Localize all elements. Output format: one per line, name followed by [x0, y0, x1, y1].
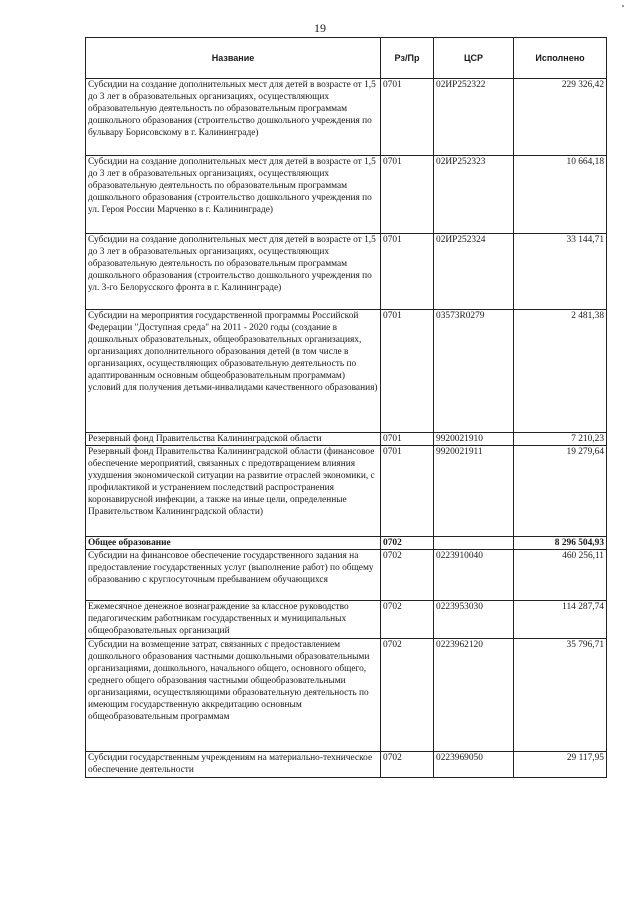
row-rzpr: 0701	[381, 79, 434, 156]
row-amount: 33 144,71	[514, 234, 607, 310]
header-executed: Исполнено	[514, 38, 607, 79]
row-rzpr: 0701	[381, 156, 434, 234]
row-rzpr: 0702	[381, 752, 434, 778]
table-row	[86, 79, 607, 156]
table-row	[86, 601, 607, 639]
row-csr: 0223910040	[434, 550, 514, 601]
page-number: 19	[314, 21, 326, 35]
row-rzpr: 0702	[381, 601, 434, 639]
table-row	[86, 446, 607, 537]
row-csr	[434, 537, 514, 550]
row-name: Субсидии на создание дополнительных мест для детей в возрасте от 1,5 до 3 лет в образовательных организациях, осуществляющих образовательную деятельность по образовательным программам дошкольного образования (строительство дошкольного учреждения по ул. 3-го Белорусского фронта в г. Калининграде)	[86, 234, 381, 310]
row-amount: 229 326,42	[514, 79, 607, 156]
row-amount: 7 210,23	[514, 433, 607, 446]
row-csr: 0223962120	[434, 639, 514, 752]
table-row	[86, 310, 607, 433]
row-rzpr: 0701	[381, 446, 434, 537]
header-name: Название	[86, 38, 381, 79]
row-rzpr: 0701	[381, 310, 434, 433]
row-amount: 10 664,18	[514, 156, 607, 234]
row-amount: 2 481,38	[514, 310, 607, 433]
row-csr: 02ИР252322	[434, 79, 514, 156]
row-csr: 9920021910	[434, 433, 514, 446]
row-name: Субсидии на создание дополнительных мест для детей в возрасте от 1,5 до 3 лет в образовательных организациях, осуществляющих образовательную деятельность по образовательным программам дошкольного образования (строительство дошкольного учреждения по ул. Героя России Марченко в г. Калининграде)	[86, 156, 381, 234]
row-rzpr: 0701	[381, 234, 434, 310]
row-name: Ежемесячное денежное вознаграждение за классное руководство педагогическим работникам государственных и муниципальных общеобразовательных организаций	[86, 601, 381, 639]
row-rzpr: 0701	[381, 433, 434, 446]
row-csr: 9920021911	[434, 446, 514, 537]
row-csr: 0223969050	[434, 752, 514, 778]
row-csr: 03573R0279	[434, 310, 514, 433]
row-name: Субсидии государственным учреждениям на материально-техническое обеспечение деятельности	[86, 752, 381, 778]
table-row	[86, 550, 607, 601]
row-csr: 0223953030	[434, 601, 514, 639]
budget-table	[85, 37, 607, 778]
row-name: Общее образование	[86, 537, 381, 550]
row-rzpr: 0702	[381, 537, 434, 550]
table-row	[86, 752, 607, 778]
row-amount: 19 279,64	[514, 446, 607, 537]
header-csr: ЦСР	[434, 38, 514, 79]
row-rzpr: 0702	[381, 550, 434, 601]
row-name: Субсидии на возмещение затрат, связанных с предоставлением дошкольного образования частными дошкольными образовательными организациями, дошкольного, начального общего, основного общего, среднего общего образования частными общеобразовательными организациями, осуществляющими образовательную деятельность по имеющим государственную аккредитацию основным общеобразовательным программам	[86, 639, 381, 752]
table-row	[86, 639, 607, 752]
row-name: Субсидии на создание дополнительных мест для детей в возрасте от 1,5 до 3 лет в образовательных организациях, осуществляющих образовательную деятельность по образовательным программам дошкольного образования (строительство дошкольного учреждения по бульвару Борисовскому в г. Калининграде)	[86, 79, 381, 156]
row-name: Субсидии на мероприятия государственной программы Российской Федерации "Доступная среда" на 2011 - 2020 годы (создание в дошкольных образовательных, общеобразовательных организациях, организациях дополнительного образования детей (в том числе в организациях, осуществляющих образовательную деятельность по адаптированным основным общеобразовательным программам) условий для получения детьми-инвалидами качественного образования)	[86, 310, 381, 433]
row-name: Резервный фонд Правительства Калининградской области (финансовое обеспечение мероприятий, связанных с предотвращением влияния ухудшения экономической ситуации на развитие отраслей экономики, с профилактикой и устранением последствий распространения коронавирусной инфекции, а также на иные цели, определенные Правительством Калининградской области)	[86, 446, 381, 537]
table-header-row	[86, 38, 607, 79]
table-row	[86, 433, 607, 446]
row-amount: 8 296 504,93	[514, 537, 607, 550]
row-csr: 02ИР252323	[434, 156, 514, 234]
row-amount: 114 287,74	[514, 601, 607, 639]
table-row-section	[86, 537, 607, 550]
scan-speck	[622, 5, 624, 7]
row-amount: 460 256,11	[514, 550, 607, 601]
header-rzpr: Рз/Пр	[381, 38, 434, 79]
row-amount: 35 796,71	[514, 639, 607, 752]
row-csr: 02ИР252324	[434, 234, 514, 310]
table-row	[86, 234, 607, 310]
row-rzpr: 0702	[381, 639, 434, 752]
row-name: Резервный фонд Правительства Калининградской области	[86, 433, 381, 446]
table-row	[86, 156, 607, 234]
row-amount: 29 117,95	[514, 752, 607, 778]
row-name: Субсидии на финансовое обеспечение государственного задания на предоставление государственных услуг (выполнение работ) по общему образованию с круглосуточным пребыванием обучающихся	[86, 550, 381, 601]
